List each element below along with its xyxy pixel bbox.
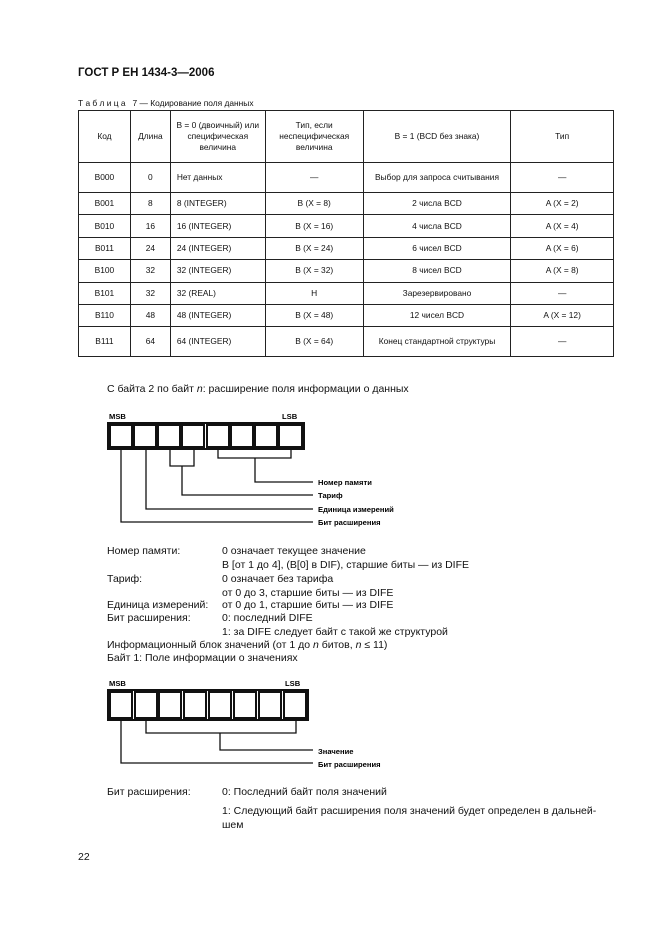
table-cell: 32 (REAL) xyxy=(170,282,265,304)
table-cell: 12 чисел BCD xyxy=(363,304,511,326)
leader-lines xyxy=(121,449,313,522)
table-cell: 8 (INTEGER) xyxy=(170,193,265,215)
table-cell: A (X = 4) xyxy=(511,215,614,237)
table-cell: B (X = 64) xyxy=(265,327,363,357)
table-cell: B011 xyxy=(79,237,131,259)
table-cell: 16 (INTEGER) xyxy=(170,215,265,237)
diagram-label-extension: Бит расширения xyxy=(318,760,381,769)
table-cell: — xyxy=(511,327,614,357)
document-header: ГОСТ Р ЕН 1434-3—2006 xyxy=(78,67,215,79)
diagram-label-extension: Бит расширения xyxy=(318,518,381,527)
table-cell: Нет данных xyxy=(170,163,265,193)
table-cell: B (X = 8) xyxy=(265,193,363,215)
table-cell: 32 (INTEGER) xyxy=(170,260,265,282)
table-cell: A (X = 2) xyxy=(511,193,614,215)
lsb-label: LSB xyxy=(282,412,298,421)
diagram-label-memory: Номер памяти xyxy=(318,478,372,487)
table-cell: — xyxy=(511,282,614,304)
definition-term: Номер памяти: xyxy=(107,545,181,557)
table-cell: B001 xyxy=(79,193,131,215)
table-cell: 6 чисел BCD xyxy=(363,237,511,259)
table-cell: A (X = 12) xyxy=(511,304,614,326)
diagram-label-unit: Единица измерений xyxy=(318,505,394,514)
table-cell: A (X = 6) xyxy=(511,237,614,259)
column-header: B = 0 (двоичный) или специфическая величина xyxy=(170,111,265,163)
table-cell: 48 (INTEGER) xyxy=(170,304,265,326)
bit-cells xyxy=(110,425,302,447)
table-cell: 64 xyxy=(130,327,170,357)
column-header: Тип xyxy=(511,111,614,163)
table-cell: B (X = 16) xyxy=(265,215,363,237)
table-cell: A (X = 8) xyxy=(511,260,614,282)
table-cell: 8 xyxy=(130,193,170,215)
msb-label: MSB xyxy=(109,412,126,421)
table-cell: B100 xyxy=(79,260,131,282)
diagram-label-value: Значение xyxy=(318,747,354,756)
definition-value: 0 означает без тарифа от 0 до 3, старшие биты — из DIFE xyxy=(222,573,394,599)
table-cell: 4 числа BCD xyxy=(363,215,511,237)
table-cell: B101 xyxy=(79,282,131,304)
table-cell: 24 (INTEGER) xyxy=(170,237,265,259)
table-cell: 64 (INTEGER) xyxy=(170,327,265,357)
table-cell: 24 xyxy=(130,237,170,259)
info-block-line: Информационный блок значений (от 1 до n битов, n ≤ 11) xyxy=(107,639,388,651)
table-cell: 2 числа BCD xyxy=(363,193,511,215)
definition-value: от 0 до 1, старшие биты — из DIFE xyxy=(222,599,394,611)
table-cell: 16 xyxy=(130,215,170,237)
definition-value: 0: последний DIFE 1: за DIFE следует байт с такой же структурой xyxy=(222,612,448,638)
column-header: Длина xyxy=(130,111,170,163)
lsb-label: LSB xyxy=(285,679,301,688)
table-cell: B000 xyxy=(79,163,131,193)
table-cell: 32 xyxy=(130,260,170,282)
section2-heading: Байт 1: Поле информации о значениях xyxy=(107,652,298,664)
table-cell: Конец стандартной структуры xyxy=(363,327,511,357)
section1-heading: С байта 2 по байт n: расширение поля информации о данных xyxy=(107,383,409,395)
table-cell: B111 xyxy=(79,327,131,357)
table-cell: Выбор для запроса считывания xyxy=(363,163,511,193)
definition-value: 0: Последний байт поля значений 1: Следующий байт расширения поля значений будет определен в дальней- шем xyxy=(222,786,597,831)
table-cell: — xyxy=(511,163,614,193)
table-cell: B110 xyxy=(79,304,131,326)
table-cell: B (X = 32) xyxy=(265,260,363,282)
definition-term: Единица измерений: xyxy=(107,599,209,611)
table-cell: — xyxy=(265,163,363,193)
table-cell: 48 xyxy=(130,304,170,326)
table-cell: B010 xyxy=(79,215,131,237)
table-cell: B (X = 24) xyxy=(265,237,363,259)
definition-term: Бит расширения: xyxy=(107,612,191,624)
table-cell: B (X = 48) xyxy=(265,304,363,326)
bit-cells xyxy=(110,692,306,718)
column-header: Код xyxy=(79,111,131,163)
definition-term: Тариф: xyxy=(107,573,143,585)
leader-lines xyxy=(121,720,313,763)
table-cell: 8 чисел BCD xyxy=(363,260,511,282)
definition-term: Бит расширения: xyxy=(107,786,191,798)
definition-value: 0 означает текущее значение B [от 1 до 4], (B[0] в DIF), старшие биты — из DIFE xyxy=(222,545,469,571)
table-cell: Зарезервировано xyxy=(363,282,511,304)
page-number: 22 xyxy=(78,851,90,863)
msb-label: MSB xyxy=(109,679,126,688)
table-cell: 0 xyxy=(130,163,170,193)
column-header: B = 1 (BCD без знака) xyxy=(363,111,511,163)
table-caption: Т а б л и ц а 7 — Кодирование поля данных xyxy=(78,98,254,108)
table-cell: H xyxy=(265,282,363,304)
column-header: Тип, если неспецифическая величина xyxy=(265,111,363,163)
diagram-label-tariff: Тариф xyxy=(318,491,343,500)
table-cell: 32 xyxy=(130,282,170,304)
